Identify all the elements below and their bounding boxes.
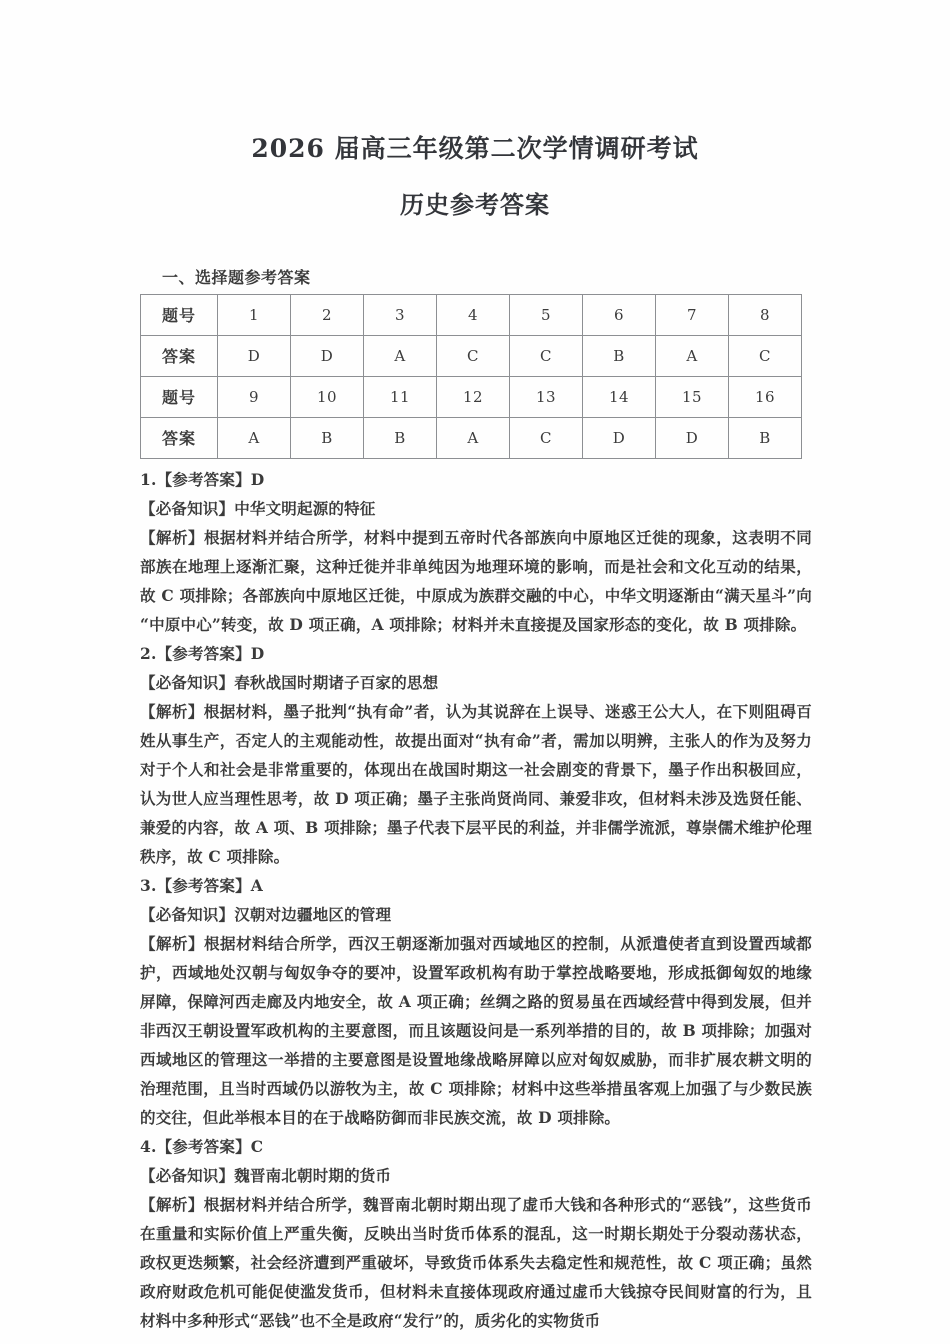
explanation-knowledge: 【必备知识】中华文明起源的特征 <box>140 498 376 518</box>
page-subtitle: 历史参考答案 <box>400 190 550 219</box>
answer-cell: C <box>437 335 510 376</box>
row-header-question-number: 题号 <box>141 376 218 417</box>
explanation-item <box>140 871 812 1132</box>
explanation-item <box>140 639 812 871</box>
answer-cell: C <box>510 417 583 458</box>
question-number-cell: 4 <box>437 294 510 335</box>
question-number-cell: 10 <box>291 376 364 417</box>
answer-cell: A <box>656 335 729 376</box>
answer-cell: D <box>218 335 291 376</box>
question-number-cell: 9 <box>218 376 291 417</box>
answer-cell: B <box>364 417 437 458</box>
question-number-cell: 2 <box>291 294 364 335</box>
question-number-cell: 5 <box>510 294 583 335</box>
answer-cell: D <box>583 417 656 458</box>
table-row <box>141 417 802 458</box>
table-row <box>141 376 802 417</box>
question-number-cell: 13 <box>510 376 583 417</box>
row-header-answer: 答案 <box>141 417 218 458</box>
answer-cell: D <box>656 417 729 458</box>
question-number-cell: 1 <box>218 294 291 335</box>
question-number-cell: 15 <box>656 376 729 417</box>
answer-key-table <box>140 294 802 459</box>
answer-cell: B <box>583 335 656 376</box>
question-number-cell: 3 <box>364 294 437 335</box>
table-row <box>141 335 802 376</box>
explanation-knowledge: 【必备知识】魏晋南北朝时期的货币 <box>140 1165 392 1185</box>
explanation-knowledge: 【必备知识】春秋战国时期诸子百家的思想 <box>140 672 439 692</box>
explanations-container <box>140 459 812 1335</box>
row-header-answer: 答案 <box>141 335 218 376</box>
explanation-answer: 2.【参考答案】D <box>140 643 265 663</box>
answer-cell: C <box>510 335 583 376</box>
explanation-knowledge: 【必备知识】汉朝对边疆地区的管理 <box>140 904 392 924</box>
question-number-cell: 12 <box>437 376 510 417</box>
answer-cell: B <box>729 417 802 458</box>
answer-table-container <box>140 294 802 459</box>
question-number-cell: 11 <box>364 376 437 417</box>
answer-cell: A <box>218 417 291 458</box>
explanation-item <box>140 465 812 639</box>
answer-cell: D <box>291 335 364 376</box>
explanation-answer: 3.【参考答案】A <box>140 875 264 895</box>
section-heading-multiple-choice: 一、选择题参考答案 <box>162 267 311 287</box>
explanation-analysis: 【解析】根据材料，墨子批判“执有命”者，认为其说辞在上误导、迷惑王公大人，在下则阻碍百姓从事生产，否定人的主观能动性，故提出面对“执有命”者，需加以明辨，主张人的作为及努力对于个人和社会是非常重要的，体现出在战国时期这一社会剧变的背景下，墨子作出积极回应，认为世人应当理性思考，故 D 项正确；墨子主张尚贤尚同、兼爱非攻，但材料未涉及选贤任能、兼爱的内容，故 A 项、B 项排除；墨子代表下层平民的利益，并非儒学流派，尊崇儒术维护伦理秩序，故 C 项排除。 <box>140 701 812 866</box>
question-number-cell: 7 <box>656 294 729 335</box>
page-title: 2026 届高三年级第二次学情调研考试 <box>251 134 699 163</box>
question-number-cell: 8 <box>729 294 802 335</box>
question-number-cell: 14 <box>583 376 656 417</box>
explanation-analysis: 【解析】根据材料结合所学，西汉王朝逐渐加强对西域地区的控制，从派遣使者直到设置西域都护，西域地处汉朝与匈奴争夺的要冲，设置军政机构有助于掌控战略要地，形成抵御匈奴的地缘屏障，保障河西走廊及内地安全，故 A 项正确；丝绸之路的贸易虽在西域经营中得到发展，但并非西汉王朝设置军政机构的主要意图，而且该题设问是一系列举措的目的，故 B 项排除；加强对西域地区的管理这一举措的主要意图是设置地缘战略屏障以应对匈奴威胁，而非扩展农耕文明的治理范围，且当时西域仍以游牧为主，故 C 项排除；材料中这些举措虽客观上加强了与少数民族的交往，但此举根本目的在于战略防御而非民族交流，故 D 项排除。 <box>140 933 812 1127</box>
explanation-analysis: 【解析】根据材料并结合所学，材料中提到五帝时代各部族向中原地区迁徙的现象，这表明不同部族在地理上逐渐汇聚，这种迁徙并非单纯因为地理环境的影响，而是社会和文化互动的结果，故 C 项排除；各部族向中原地区迁徙，中原成为族群交融的中心，中华文明逐渐由“满天星斗”向“中原中心”转变，故 D 项正确，A 项排除；材料并未直接提及国家形态的变化，故 B 项排除。 <box>140 527 812 634</box>
explanation-analysis: 【解析】根据材料并结合所学，魏晋南北朝时期出现了虚币大钱和各种形式的“恶钱”，这些货币在重量和实际价值上严重失衡，反映出当时货币体系的混乱，这一时期长期处于分裂动荡状态，政权更迭频繁，社会经济遭到严重破坏，导致货币体系失去稳定性和规范性，故 C 项正确；虽然政府财政危机可能促使滥发货币，但材料未直接体现政府通过虚币大钱掠夺民间财富的行为，且材料中多种形式“恶钱”也不全是政府“发行”的，质劣化的实物货币 <box>140 1194 812 1330</box>
question-number-cell: 6 <box>583 294 656 335</box>
table-row <box>141 294 802 335</box>
answer-cell: A <box>364 335 437 376</box>
explanation-answer: 1.【参考答案】D <box>140 469 265 489</box>
answer-cell: A <box>437 417 510 458</box>
explanation-item <box>140 1132 812 1335</box>
answer-cell: B <box>291 417 364 458</box>
answer-cell: C <box>729 335 802 376</box>
row-header-question-number: 题号 <box>141 294 218 335</box>
explanation-answer: 4.【参考答案】C <box>140 1136 264 1156</box>
question-number-cell: 16 <box>729 376 802 417</box>
